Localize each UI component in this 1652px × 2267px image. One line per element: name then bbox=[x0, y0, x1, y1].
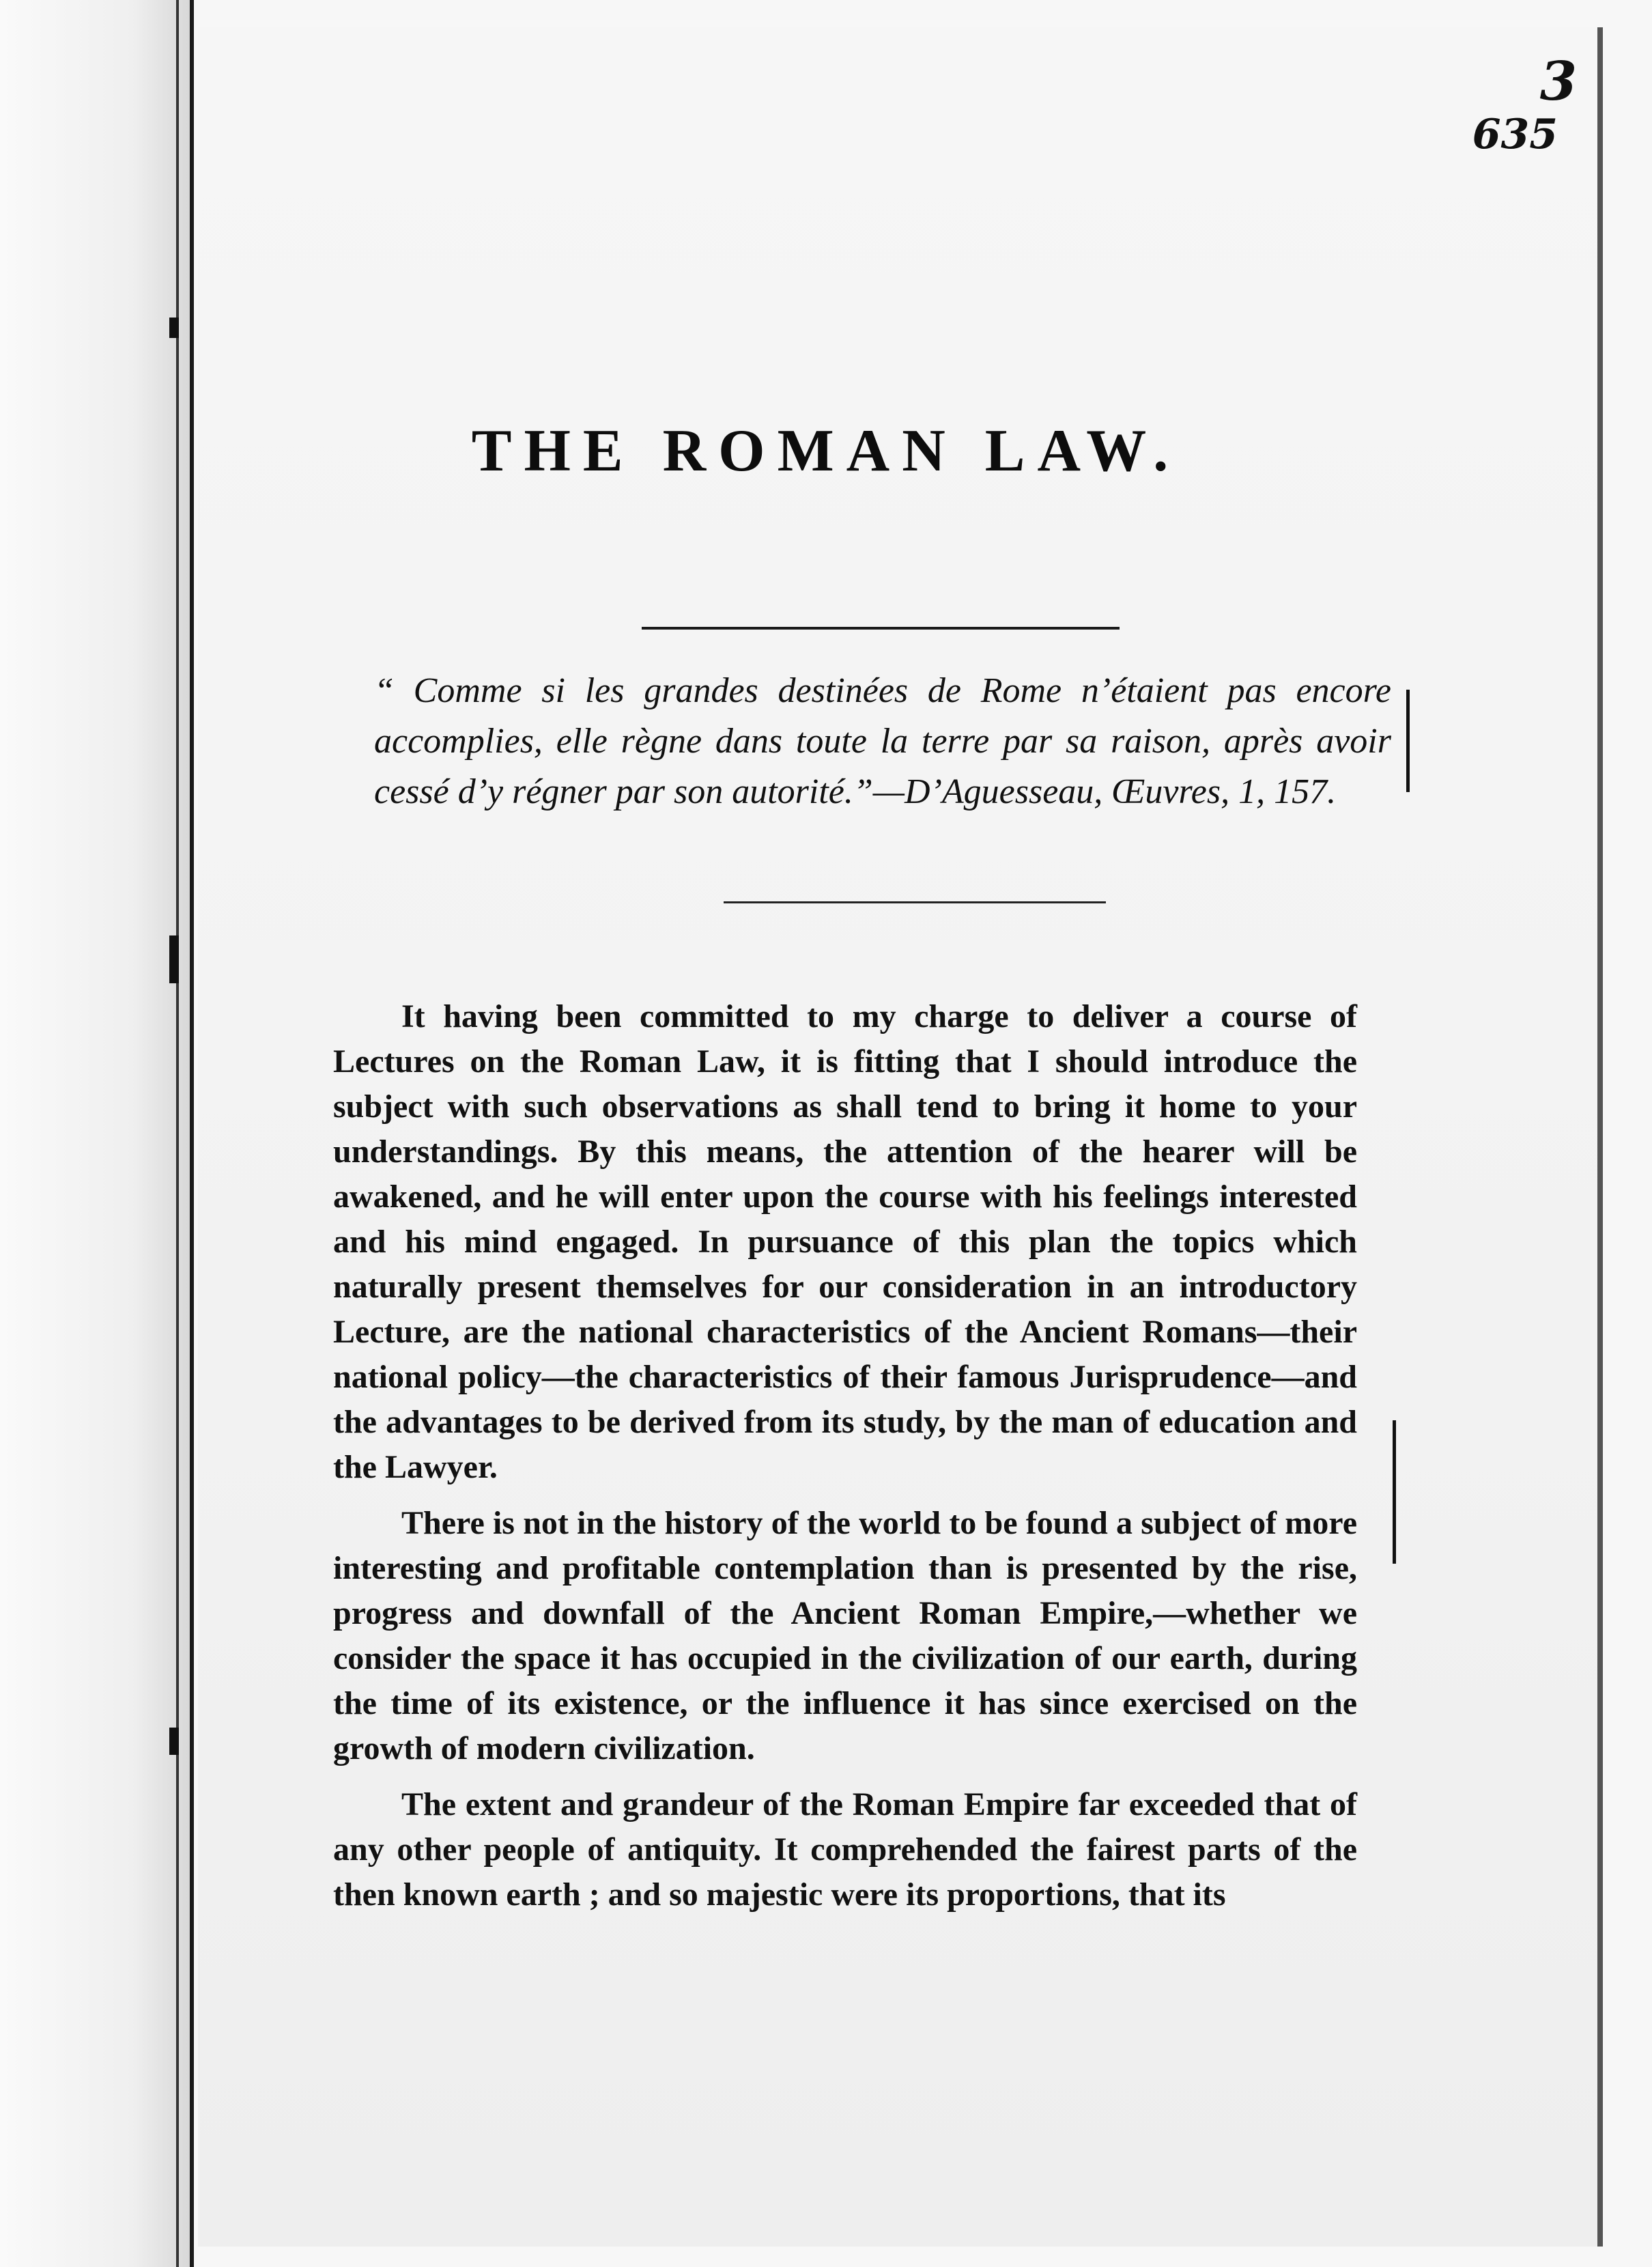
margin-ink-mark bbox=[169, 935, 179, 983]
section-rule bbox=[724, 901, 1106, 903]
paragraph: It having been committed to my charge to deliver a course of Lectures on the Roman Law, it is fitting that I should introduce the subject with such observations as shall tend to bring it home to your understandings. By this means, the attention of the hearer will be awakened, and he will enter upon the course with his feelings interested and his mind engaged. In pursuance of this plan the topics which naturally present themselves for our consideration in an introductory Lecture, are the national characteristics of the Ancient Romans—their national policy—the characteristics of their famous Jurisprudence—and the advantages to be derived from its study, by the man of education and the Lawyer. bbox=[333, 998, 1357, 1485]
epigraph-source: —D’Aguesseau, Œuvres, 1, 157. bbox=[872, 772, 1337, 811]
annotation-number-bottom: 635 bbox=[1472, 111, 1558, 158]
paragraph: The extent and grandeur of the Roman Empire far exceeded that of any other people of antiquity. It comprehended the fairest parts of the then known earth ; and so majestic were its proportions, that its bbox=[333, 1786, 1357, 1913]
title-rule bbox=[642, 627, 1120, 630]
epigraph bbox=[374, 666, 1391, 817]
margin-bracket bbox=[1406, 690, 1410, 792]
body-text bbox=[333, 994, 1357, 1928]
paragraph: There is not in the history of the world to be found a subject of more interesting and profitable contemplation than is presented by the rise, progress and downfall of the Ancient Roman Empire,—whether we consider the space it has occupied in the civilization of our earth, during the time of its existence, or the influence it has since exercised on the growth of modern civilization. bbox=[333, 1505, 1357, 1766]
margin-ink-mark bbox=[169, 1728, 179, 1755]
annotation-number-top: 3 bbox=[1539, 51, 1577, 113]
epigraph-quote: “ Comme si les grandes destinées de Rome n’étaient pas encore accomplies, elle règne dans toute la terre par sa raison, après avoir cessé d’y régner par son autorité.” bbox=[374, 671, 1391, 811]
handwritten-annotation bbox=[1472, 53, 1577, 158]
page-title: THE ROMAN LAW. bbox=[471, 418, 1181, 484]
facing-page-edge bbox=[0, 0, 194, 2267]
binding-gutter-line bbox=[176, 0, 179, 2267]
margin-bracket bbox=[1393, 1420, 1396, 1564]
margin-ink-mark bbox=[169, 318, 179, 338]
